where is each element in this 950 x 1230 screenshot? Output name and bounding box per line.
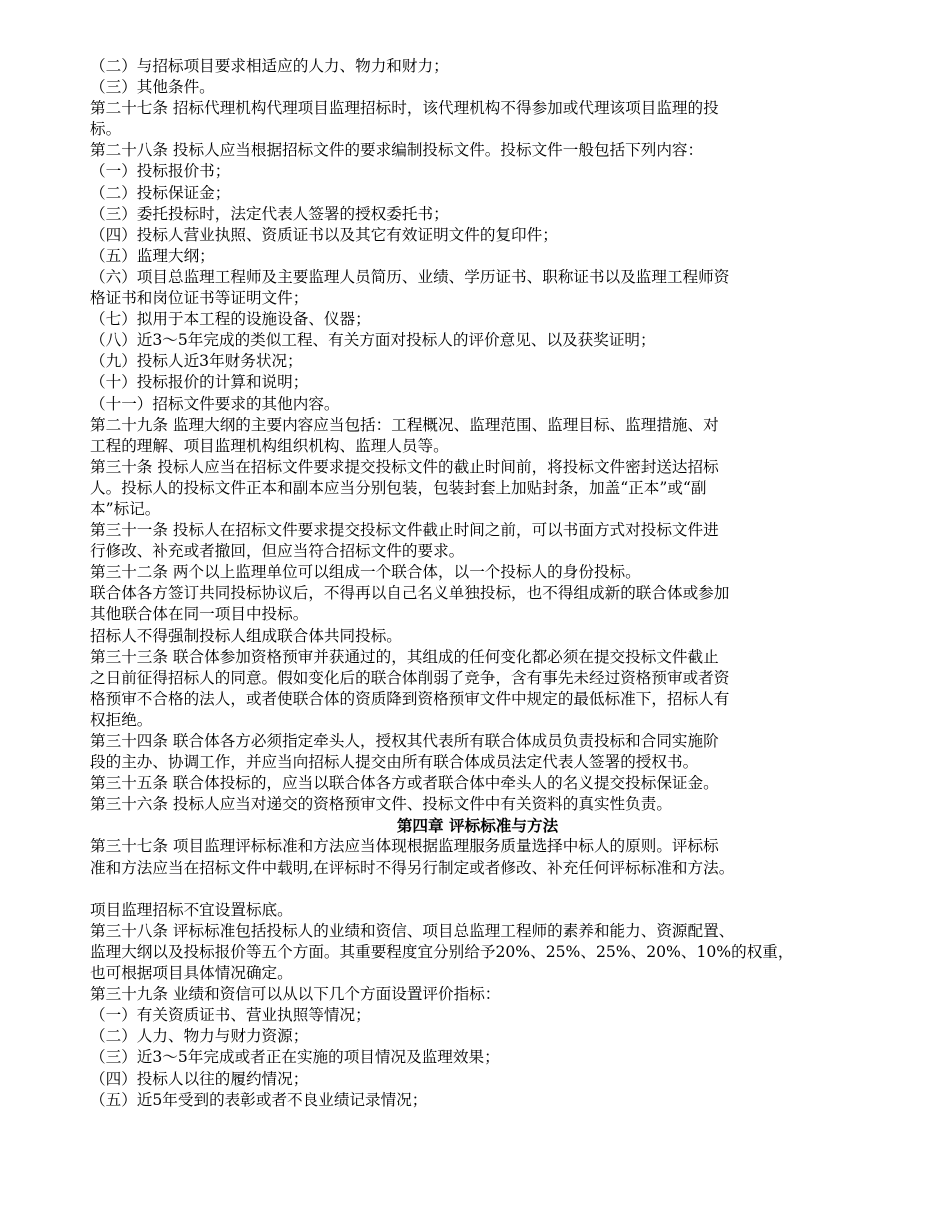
text-line: 第三十条 投标人应当在招标文件要求提交投标文件的截止时间前，将投标文件密封送达招标 (90, 457, 719, 476)
text-line: （十一）招标文件要求的其他内容。 (90, 394, 340, 413)
text-line: 第三十五条 联合体投标的，应当以联合体各方或者联合体中牵头人的名义提交投标保证金。 (90, 774, 719, 793)
text-line: （三）近3～5年完成或者正在实施的项目情况及监理效果； (90, 1048, 500, 1067)
text-line: 行修改、补充或者撤回，但应当符合招标文件的要求。 (90, 542, 465, 561)
text-line: 第三十一条 投标人在招标文件要求提交投标文件截止时间之前，可以书面方式对投标文件进 (90, 521, 719, 540)
text-line: 招标人不得强制投标人组成联合体共同投标。 (90, 626, 402, 645)
text-line: 第三十二条 两个以上监理单位可以组成一个联合体，以一个投标人的身份投标。 (90, 563, 641, 582)
text-line: 格证书和岗位证书等证明文件； (90, 289, 309, 308)
text-line: 第二十九条 监理大纲的主要内容应当包括：工程概况、监理范围、监理目标、监理措施、对 (90, 415, 719, 434)
text-line: 第三十八条 评标标准包括投标人的业绩和资信、项目总监理工程师的素养和能力、资源配置、 (90, 921, 735, 940)
text-line: （四）投标人营业执照、资质证书以及其它有效证明文件的复印件； (90, 225, 558, 244)
text-line: 第二十七条 招标代理机构代理项目监理招标时，该代理机构不得参加或代理该项目监理的投 (90, 99, 719, 118)
text-line: 准和方法应当在招标文件中载明,在评标时不得另行制定或者修改、补充任何评标标准和方法。 (90, 858, 735, 877)
text-line: （九）投标人近3年财务状况； (90, 352, 303, 371)
text-line: （二）人力、物力与财力资源； (90, 1027, 309, 1046)
text-line: 之日前征得招标人的同意。假如变化后的联合体削弱了竞争，含有事先未经过资格预审或者资 (90, 668, 730, 687)
text-line: （六）项目总监理工程师及主要监理人员简历、业绩、学历证书、职称证书以及监理工程师资 (90, 267, 730, 286)
text-line: （四）投标人以往的履约情况； (90, 1069, 309, 1088)
text-line: （八）近3～5年完成的类似工程、有关方面对投标人的评价意见、以及获奖证明； (90, 331, 656, 350)
text-line: （五）监理大纲； (90, 246, 215, 265)
text-line: （二）投标保证金； (90, 183, 231, 202)
text-line: 联合体各方签订共同投标协议后，不得再以自己名义单独投标，也不得组成新的联合体或参加 (90, 584, 730, 603)
text-line: 权拒绝。 (90, 710, 153, 729)
text-line: 第三十三条 联合体参加资格预审并获通过的，其组成的任何变化都必须在提交投标文件截止 (90, 647, 719, 666)
text-line: 第三十九条 业绩和资信可以从以下几个方面设置评价指标： (90, 985, 501, 1004)
text-line: 其他联合体在同一项目中投标。 (90, 605, 309, 624)
text-line: （一）投标报价书； (90, 162, 231, 181)
text-line: （二）与招标项目要求相适应的人力、物力和财力； (90, 57, 449, 75)
text-line: 格预审不合格的法人，或者使联合体的资质降到资格预审文件中规定的最低标准下，招标人有 (90, 689, 730, 708)
text-line: 本”标记。 (90, 499, 161, 518)
text-line: （三）其他条件。 (90, 78, 215, 97)
text-line: 第三十七条 项目监理评标标准和方法应当体现根据监理服务质量选择中标人的原则。评标标 (90, 837, 719, 856)
text-line: 人。投标人的投标文件正本和副本应当分别包装，包装封套上加贴封条，加盖“正本”或“副 (90, 478, 707, 497)
text-line: （十）投标报价的计算和说明； (90, 373, 309, 392)
text-line: 也可根据项目具体情况确定。 (90, 964, 293, 983)
text-line: （五）近5年受到的表彰或者不良业绩记录情况； (90, 1090, 428, 1109)
text-line: 第三十六条 投标人应当对递交的资格预审文件、投标文件中有关资料的真实性负责。 (90, 795, 672, 814)
text-line: 工程的理解、项目监理机构组织机构、监理人员等。 (90, 436, 449, 455)
text-line: 第三十四条 联合体各方必须指定牵头人，授权其代表所有联合体成员负责投标和合同实施阶 (90, 732, 719, 750)
document-page (90, 56, 865, 1111)
chapter-heading: 第四章 评标标准与方法 (396, 816, 559, 836)
text-line: 第二十八条 投标人应当根据招标文件的要求编制投标文件。投标文件一般包括下列内容： (90, 141, 704, 160)
text-line: 项目监理招标不宜设置标底。 (90, 900, 293, 919)
text-line: （一）有关资质证书、营业执照等情况； (90, 1006, 371, 1025)
text-line: （七）拟用于本工程的设施设备、仪器； (90, 310, 371, 329)
text-line: 段的主办、协调工作，并应当向招标人提交由所有联合体成员法定代表人签署的授权书。 (90, 753, 699, 772)
text-line: 监理大纲以及投标报价等五个方面。其重要程度宜分别给予20%、25%、25%、20%、10%的权重， (90, 942, 794, 961)
text-line: 标。 (90, 120, 122, 139)
blank-line (90, 879, 865, 900)
text-line: （三）委托投标时，法定代表人签署的授权委托书； (90, 204, 449, 223)
